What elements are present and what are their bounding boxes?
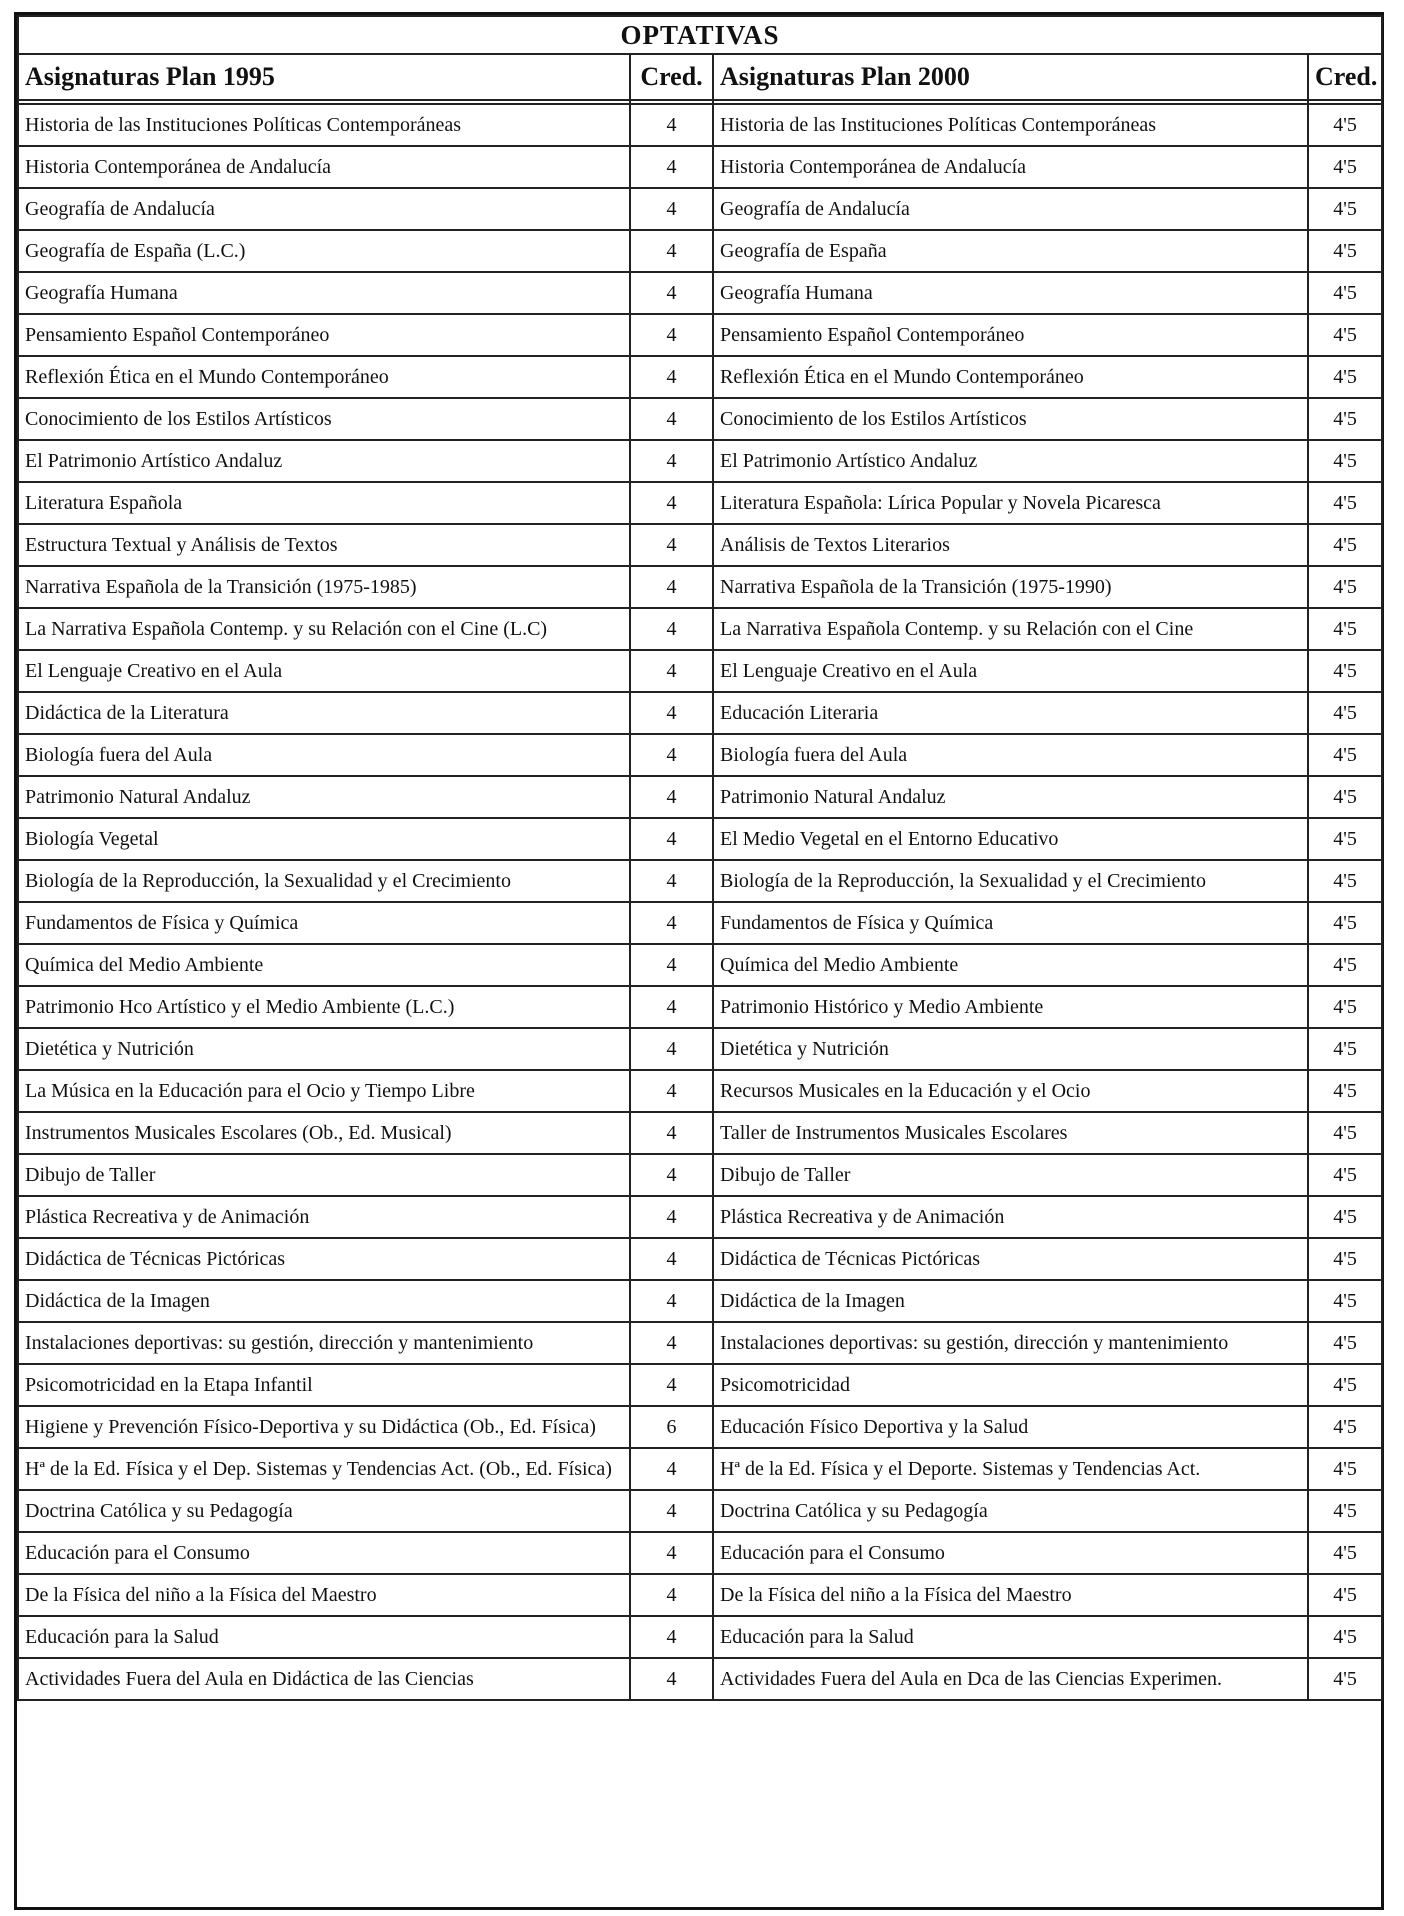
subject-1995-cell: Pensamiento Español Contemporáneo — [18, 314, 630, 356]
subject-1995-cell: Geografía de España (L.C.) — [18, 230, 630, 272]
table-row — [18, 1280, 1382, 1322]
credits-1995-cell: 4 — [630, 692, 713, 734]
credits-2000-cell: 4'5 — [1308, 608, 1382, 650]
subject-1995-cell: Dietética y Nutrición — [18, 1028, 630, 1070]
credits-2000-cell: 4'5 — [1308, 734, 1382, 776]
credits-2000-cell: 4'5 — [1308, 944, 1382, 986]
credits-1995-cell: 4 — [630, 1070, 713, 1112]
subject-2000-cell: Geografía de Andalucía — [713, 188, 1308, 230]
subject-2000-cell: Plástica Recreativa y de Animación — [713, 1196, 1308, 1238]
subject-1995-cell: Historia Contemporánea de Andalucía — [18, 146, 630, 188]
credits-1995-cell: 4 — [630, 1532, 713, 1574]
credits-2000-cell: 4'5 — [1308, 1070, 1382, 1112]
table-row — [18, 314, 1382, 356]
subject-2000-cell: Patrimonio Natural Andaluz — [713, 776, 1308, 818]
credits-1995-cell: 4 — [630, 734, 713, 776]
table-title-row — [18, 16, 1382, 54]
subject-2000-cell: Química del Medio Ambiente — [713, 944, 1308, 986]
credits-2000-cell: 4'5 — [1308, 1028, 1382, 1070]
table-row — [18, 1532, 1382, 1574]
credits-1995-cell: 4 — [630, 230, 713, 272]
subject-2000-cell: Educación para el Consumo — [713, 1532, 1308, 1574]
table-row — [18, 1322, 1382, 1364]
subject-1995-cell: Educación para la Salud — [18, 1616, 630, 1658]
subject-2000-cell: Didáctica de Técnicas Pictóricas — [713, 1238, 1308, 1280]
table-row — [18, 986, 1382, 1028]
subject-1995-cell: Reflexión Ética en el Mundo Contemporáneo — [18, 356, 630, 398]
credits-2000-cell: 4'5 — [1308, 1238, 1382, 1280]
credits-2000-cell: 4'5 — [1308, 1196, 1382, 1238]
credits-1995-cell: 4 — [630, 944, 713, 986]
subject-1995-cell: Geografía Humana — [18, 272, 630, 314]
credits-2000-cell: 4'5 — [1308, 1364, 1382, 1406]
table-row — [18, 650, 1382, 692]
table-row — [18, 1070, 1382, 1112]
subject-2000-cell: Fundamentos de Física y Química — [713, 902, 1308, 944]
credits-2000-cell: 4'5 — [1308, 860, 1382, 902]
subject-1995-cell: Instrumentos Musicales Escolares (Ob., Ed. Musical) — [18, 1112, 630, 1154]
subject-2000-cell: Hª de la Ed. Física y el Deporte. Sistemas y Tendencias Act. — [713, 1448, 1308, 1490]
credits-2000-cell: 4'5 — [1308, 1490, 1382, 1532]
credits-1995-cell: 4 — [630, 1616, 713, 1658]
credits-2000-cell: 4'5 — [1308, 1532, 1382, 1574]
subject-1995-cell: Psicomotricidad en la Etapa Infantil — [18, 1364, 630, 1406]
credits-1995-cell: 4 — [630, 860, 713, 902]
credits-1995-cell: 4 — [630, 1196, 713, 1238]
subject-2000-cell: Literatura Española: Lírica Popular y Novela Picaresca — [713, 482, 1308, 524]
subject-2000-cell: Geografía Humana — [713, 272, 1308, 314]
subject-1995-cell: Actividades Fuera del Aula en Didáctica de las Ciencias — [18, 1658, 630, 1700]
subject-2000-cell: La Narrativa Española Contemp. y su Relación con el Cine — [713, 608, 1308, 650]
subject-1995-cell: Química del Medio Ambiente — [18, 944, 630, 986]
credits-1995-cell: 4 — [630, 1364, 713, 1406]
subject-2000-cell: Biología de la Reproducción, la Sexualidad y el Crecimiento — [713, 860, 1308, 902]
table-row — [18, 482, 1382, 524]
credits-2000-cell: 4'5 — [1308, 1322, 1382, 1364]
credits-2000-cell: 4'5 — [1308, 1448, 1382, 1490]
credits-2000-cell: 4'5 — [1308, 1658, 1382, 1700]
subject-2000-cell: Recursos Musicales en la Educación y el Ocio — [713, 1070, 1308, 1112]
credits-1995-cell: 4 — [630, 1280, 713, 1322]
subject-2000-cell: Psicomotricidad — [713, 1364, 1308, 1406]
credits-1995-cell: 4 — [630, 398, 713, 440]
table-row — [18, 356, 1382, 398]
subject-1995-cell: Instalaciones deportivas: su gestión, dirección y mantenimiento — [18, 1322, 630, 1364]
subject-1995-cell: El Lenguaje Creativo en el Aula — [18, 650, 630, 692]
subject-1995-cell: Estructura Textual y Análisis de Textos — [18, 524, 630, 566]
table-row — [18, 230, 1382, 272]
credits-2000-cell: 4'5 — [1308, 1406, 1382, 1448]
table-row — [18, 1112, 1382, 1154]
table-row — [18, 1154, 1382, 1196]
credits-2000-cell: 4'5 — [1308, 986, 1382, 1028]
subject-1995-cell: Plástica Recreativa y de Animación — [18, 1196, 630, 1238]
table-row — [18, 734, 1382, 776]
table-row — [18, 902, 1382, 944]
table-row — [18, 1028, 1382, 1070]
credits-1995-cell: 4 — [630, 440, 713, 482]
credits-2000-cell: 4'5 — [1308, 524, 1382, 566]
subject-1995-cell: La Música en la Educación para el Ocio y Tiempo Libre — [18, 1070, 630, 1112]
subject-1995-cell: Biología Vegetal — [18, 818, 630, 860]
credits-1995-cell: 4 — [630, 1574, 713, 1616]
table-row — [18, 1196, 1382, 1238]
credits-2000-cell: 4'5 — [1308, 104, 1382, 146]
credits-1995-cell: 4 — [630, 818, 713, 860]
credits-2000-cell: 4'5 — [1308, 272, 1382, 314]
header-credits-2000: Cred. — [1308, 54, 1382, 100]
table-row — [18, 944, 1382, 986]
credits-2000-cell: 4'5 — [1308, 1574, 1382, 1616]
table-row — [18, 1406, 1382, 1448]
credits-1995-cell: 4 — [630, 1238, 713, 1280]
credits-2000-cell: 4'5 — [1308, 566, 1382, 608]
subject-2000-cell: Conocimiento de los Estilos Artísticos — [713, 398, 1308, 440]
subject-1995-cell: El Patrimonio Artístico Andaluz — [18, 440, 630, 482]
credits-2000-cell: 4'5 — [1308, 356, 1382, 398]
subject-1995-cell: Hª de la Ed. Física y el Dep. Sistemas y Tendencias Act. (Ob., Ed. Física) — [18, 1448, 630, 1490]
credits-1995-cell: 4 — [630, 1322, 713, 1364]
subject-2000-cell: Biología fuera del Aula — [713, 734, 1308, 776]
table-title: OPTATIVAS — [18, 16, 1382, 54]
credits-2000-cell: 4'5 — [1308, 398, 1382, 440]
credits-2000-cell: 4'5 — [1308, 1154, 1382, 1196]
table-row — [18, 1448, 1382, 1490]
table-row — [18, 440, 1382, 482]
header-plan-2000: Asignaturas Plan 2000 — [713, 54, 1308, 100]
optativas-table — [17, 15, 1383, 1701]
subject-1995-cell: Fundamentos de Física y Química — [18, 902, 630, 944]
table-row — [18, 146, 1382, 188]
credits-1995-cell: 4 — [630, 902, 713, 944]
subject-1995-cell: Historia de las Instituciones Políticas Contemporáneas — [18, 104, 630, 146]
table-row — [18, 776, 1382, 818]
subject-1995-cell: Didáctica de la Literatura — [18, 692, 630, 734]
credits-2000-cell: 4'5 — [1308, 482, 1382, 524]
header-credits-1995: Cred. — [630, 54, 713, 100]
subject-2000-cell: Educación Literaria — [713, 692, 1308, 734]
subject-1995-cell: Higiene y Prevención Físico-Deportiva y su Didáctica (Ob., Ed. Física) — [18, 1406, 630, 1448]
credits-1995-cell: 4 — [630, 524, 713, 566]
table-row — [18, 104, 1382, 146]
subject-2000-cell: Pensamiento Español Contemporáneo — [713, 314, 1308, 356]
credits-2000-cell: 4'5 — [1308, 650, 1382, 692]
subject-2000-cell: El Medio Vegetal en el Entorno Educativo — [713, 818, 1308, 860]
subject-2000-cell: De la Física del niño a la Física del Maestro — [713, 1574, 1308, 1616]
header-plan-1995: Asignaturas Plan 1995 — [18, 54, 630, 100]
table-row — [18, 1238, 1382, 1280]
credits-1995-cell: 4 — [630, 356, 713, 398]
subject-2000-cell: Taller de Instrumentos Musicales Escolares — [713, 1112, 1308, 1154]
table-header-row — [18, 54, 1382, 100]
credits-2000-cell: 4'5 — [1308, 818, 1382, 860]
subject-1995-cell: Biología fuera del Aula — [18, 734, 630, 776]
subject-2000-cell: Reflexión Ética en el Mundo Contemporáneo — [713, 356, 1308, 398]
credits-1995-cell: 4 — [630, 1448, 713, 1490]
subject-2000-cell: Análisis de Textos Literarios — [713, 524, 1308, 566]
credits-1995-cell: 4 — [630, 104, 713, 146]
subject-2000-cell: Dibujo de Taller — [713, 1154, 1308, 1196]
credits-1995-cell: 4 — [630, 188, 713, 230]
credits-1995-cell: 4 — [630, 1028, 713, 1070]
table-row — [18, 608, 1382, 650]
subject-2000-cell: Patrimonio Histórico y Medio Ambiente — [713, 986, 1308, 1028]
subject-2000-cell: Doctrina Católica y su Pedagogía — [713, 1490, 1308, 1532]
subject-1995-cell: Doctrina Católica y su Pedagogía — [18, 1490, 630, 1532]
table-row — [18, 1574, 1382, 1616]
subject-1995-cell: Patrimonio Natural Andaluz — [18, 776, 630, 818]
subject-2000-cell: Actividades Fuera del Aula en Dca de las Ciencias Experimen. — [713, 1658, 1308, 1700]
subject-1995-cell: Narrativa Española de la Transición (1975-1985) — [18, 566, 630, 608]
subject-2000-cell: El Patrimonio Artístico Andaluz — [713, 440, 1308, 482]
credits-2000-cell: 4'5 — [1308, 1280, 1382, 1322]
subject-1995-cell: Biología de la Reproducción, la Sexualidad y el Crecimiento — [18, 860, 630, 902]
table-row — [18, 272, 1382, 314]
credits-2000-cell: 4'5 — [1308, 1112, 1382, 1154]
credits-1995-cell: 4 — [630, 986, 713, 1028]
table-row — [18, 188, 1382, 230]
subject-1995-cell: Dibujo de Taller — [18, 1154, 630, 1196]
subject-1995-cell: Didáctica de Técnicas Pictóricas — [18, 1238, 630, 1280]
credits-1995-cell: 4 — [630, 272, 713, 314]
credits-1995-cell: 4 — [630, 608, 713, 650]
table-row — [18, 860, 1382, 902]
subject-1995-cell: La Narrativa Española Contemp. y su Relación con el Cine (L.C) — [18, 608, 630, 650]
table-row — [18, 818, 1382, 860]
table-row — [18, 692, 1382, 734]
optativas-table-frame — [14, 12, 1384, 1910]
subject-2000-cell: Educación para la Salud — [713, 1616, 1308, 1658]
subject-1995-cell: Patrimonio Hco Artístico y el Medio Ambiente (L.C.) — [18, 986, 630, 1028]
subject-1995-cell: Didáctica de la Imagen — [18, 1280, 630, 1322]
subject-2000-cell: Geografía de España — [713, 230, 1308, 272]
table-row — [18, 1658, 1382, 1700]
credits-2000-cell: 4'5 — [1308, 692, 1382, 734]
credits-1995-cell: 6 — [630, 1406, 713, 1448]
credits-1995-cell: 4 — [630, 314, 713, 356]
credits-1995-cell: 4 — [630, 1658, 713, 1700]
subject-2000-cell: Instalaciones deportivas: su gestión, dirección y mantenimiento — [713, 1322, 1308, 1364]
credits-2000-cell: 4'5 — [1308, 314, 1382, 356]
table-body — [18, 104, 1382, 1700]
credits-2000-cell: 4'5 — [1308, 776, 1382, 818]
subject-1995-cell: De la Física del niño a la Física del Maestro — [18, 1574, 630, 1616]
credits-2000-cell: 4'5 — [1308, 1616, 1382, 1658]
credits-1995-cell: 4 — [630, 566, 713, 608]
credits-2000-cell: 4'5 — [1308, 146, 1382, 188]
credits-2000-cell: 4'5 — [1308, 440, 1382, 482]
credits-1995-cell: 4 — [630, 1490, 713, 1532]
credits-1995-cell: 4 — [630, 482, 713, 524]
subject-2000-cell: Historia Contemporánea de Andalucía — [713, 146, 1308, 188]
credits-1995-cell: 4 — [630, 146, 713, 188]
credits-2000-cell: 4'5 — [1308, 230, 1382, 272]
credits-1995-cell: 4 — [630, 776, 713, 818]
table-row — [18, 398, 1382, 440]
subject-1995-cell: Conocimiento de los Estilos Artísticos — [18, 398, 630, 440]
table-row — [18, 524, 1382, 566]
subject-2000-cell: Historia de las Instituciones Políticas Contemporáneas — [713, 104, 1308, 146]
credits-1995-cell: 4 — [630, 1154, 713, 1196]
table-row — [18, 1490, 1382, 1532]
credits-1995-cell: 4 — [630, 1112, 713, 1154]
table-row — [18, 1364, 1382, 1406]
subject-2000-cell: Narrativa Española de la Transición (1975-1990) — [713, 566, 1308, 608]
table-row — [18, 1616, 1382, 1658]
credits-1995-cell: 4 — [630, 650, 713, 692]
subject-1995-cell: Literatura Española — [18, 482, 630, 524]
table-row — [18, 566, 1382, 608]
subject-1995-cell: Educación para el Consumo — [18, 1532, 630, 1574]
subject-1995-cell: Geografía de Andalucía — [18, 188, 630, 230]
subject-2000-cell: Dietética y Nutrición — [713, 1028, 1308, 1070]
subject-2000-cell: El Lenguaje Creativo en el Aula — [713, 650, 1308, 692]
subject-2000-cell: Didáctica de la Imagen — [713, 1280, 1308, 1322]
subject-2000-cell: Educación Físico Deportiva y la Salud — [713, 1406, 1308, 1448]
credits-2000-cell: 4'5 — [1308, 902, 1382, 944]
credits-2000-cell: 4'5 — [1308, 188, 1382, 230]
